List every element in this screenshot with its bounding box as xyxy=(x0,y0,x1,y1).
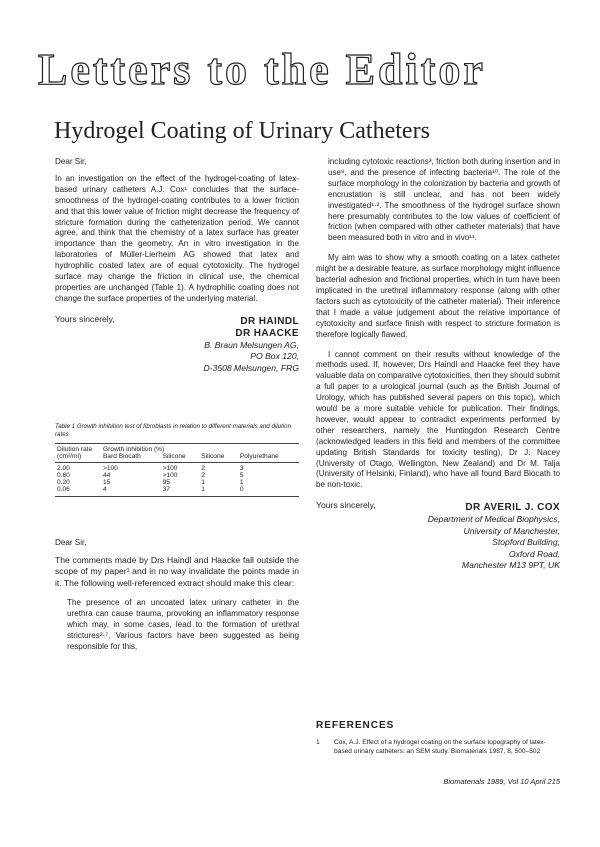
letter2-paragraph-3: I cannot comment on their results without knowledge of the methods used. If, however, Drs Haindl and Haacke feel they have valuable data on comparative cytotoxicities, then they should submit a full paper to a urological journal (such as the British Journal of Urology, which has published several papers on this topic), which would be a more suitable vehicle for publication. Their findings, however, would appear to contradict experiments performed by other researchers, namely the Huntingdon Research Centre (acknowledged leaders in this field and members of the committee updating British Standards for toxicity testing), Dr J. Nacey (University of Otago, Wellington, New Zealand) and Dr M. Talja (University of Helsinki, Finland), who have all found Bard Biocath to be non-toxic. xyxy=(316,349,560,490)
letter2-quote-end: including cytotoxic reactions³, friction both during insertion and in use⁹, and the presence of infecting bacteria¹⁰. The role of the surface morphology in the colonization by bacteria and growth of encrustation is still unclear, and has not been widely investigated¹·². The smoothness of the hydrogel surface shown here presumably contributes to the low values of coefficient of friction (when compared with other catheter materials) that have been measured both in vitro and in vivo¹¹. xyxy=(328,157,560,243)
table-subheader: Bard Biocath xyxy=(103,453,141,460)
table-row: 0.20 15 95 1 1 xyxy=(57,479,244,486)
table-caption: Table 1 Growth inhibition test of fibroblasts in relation to different materials and dilution rates xyxy=(55,423,292,438)
letter1-address-3: D-3508 Melsungen, FRG xyxy=(203,362,299,373)
letter2-address-4: Oxford Road, xyxy=(508,548,560,559)
table-row: 0.60 44 >100 2 5 xyxy=(57,472,244,479)
letter2-quote-start: The presence of an uncoated latex urinary catheter in the urethra can cause trauma, provoking an inflammatory response which may, in some cases, lead to the formation of urethral strictures²·⁷. Various factors have been suggested as being responsible for this, xyxy=(67,598,299,652)
letter2-intro: The comments made by Drs Haindl and Haacke fall outside the scope of my paper¹ and in no way invalidate the points made in it. The following well-referenced extract should make this clear: xyxy=(55,554,299,588)
table-header-dilution: Dilution rate (cm²/ml) xyxy=(57,446,93,460)
table-data xyxy=(55,444,299,493)
references xyxy=(316,720,560,756)
letter2-signer: DR AVERIL J. COX xyxy=(465,502,560,514)
letter2-part2 xyxy=(316,157,560,572)
table-row: 2.00 >100 >100 2 3 xyxy=(57,465,244,472)
letter2-paragraph-2: My aim was to show why a smooth coating on a latex catheter might be a desirable feature, as surface morphology might influence bacterial adhesion and frictional properties, which in turn have been implicated in the urethral inflammatory response (along with other factors such as cytotoxicity of the catheter material). Their inference that I made a value judgement about the relative importance of cytotoxicity and surface finish with respect to stricture formation is therefore logically flawed. xyxy=(316,253,560,339)
masthead: Letters to the Editor xyxy=(38,45,486,94)
letter1 xyxy=(55,157,299,374)
letter1-signer-2: DR HAACKE xyxy=(235,327,299,339)
letter2-address-5: Manchester M13 9PT, UK xyxy=(461,560,560,571)
letter2-address-2: University of Manchester, xyxy=(463,525,560,536)
letter1-salutation: Dear Sir, xyxy=(55,157,87,166)
table-1 xyxy=(55,423,299,497)
references-heading: REFERENCES xyxy=(316,720,395,731)
letter2-address-3: Stopford Building, xyxy=(492,537,560,548)
letter1-signer-1: DR HAINDL xyxy=(240,315,299,327)
letter2-address-1: Department of Medical Biophysics, xyxy=(427,514,560,525)
letter1-address-1: B. Braun Melsungen AG, xyxy=(204,339,299,350)
letter2-part1 xyxy=(55,538,299,662)
table-row: 0.06 4 37 1 0 xyxy=(57,486,244,493)
table-subheader: Polyurethane xyxy=(239,453,279,460)
letter2-salutation: Dear Sir, xyxy=(55,538,87,547)
page-footer: Biomaterials 1989, Vol 10 April 215 xyxy=(443,777,560,786)
letter1-closing: Yours sincerely, xyxy=(55,313,115,324)
reference-item: 1 Cox, A.J. Effect of a hydrogel coating on the surface topography of latex-based urinary catheters: an SEM study. Biomaterials 1987, 8, 500–502 xyxy=(316,739,546,755)
letter2-closing: Yours sincerely, xyxy=(316,500,376,511)
letter1-address-2: PO Box 120, xyxy=(250,351,299,362)
table-subheader: Silicone xyxy=(201,453,225,460)
article-title: Hydrogel Coating of Urinary Catheters xyxy=(54,118,430,144)
table-subheader: Silicone xyxy=(162,453,186,460)
letter1-body: In an investigation on the effect of the hydrogel-coating of latex-based urinary catheters A.J. Cox¹ concludes that the surface-smoothness of the hydrogel-coating contributes to a lower friction and that this lower value of friction might decrease the frequency of stricture formation during the catheterization period. We cannot agree, and think that the chemistry of a latex surface has greater importance than the geometry. An in vitro investigation in the laboratories of Müller-Lierheim AG showed that latex and hydrophilic coated latex are of equal cytotoxicity. The hydrogel surface may change the friction in clinical use, the chemical properties are unchanged (Table 1). A hydrophilic coating does not change the surface properties of the underlying material. xyxy=(55,173,299,303)
table-header-growth: Growth inhibition (%) xyxy=(103,446,165,453)
